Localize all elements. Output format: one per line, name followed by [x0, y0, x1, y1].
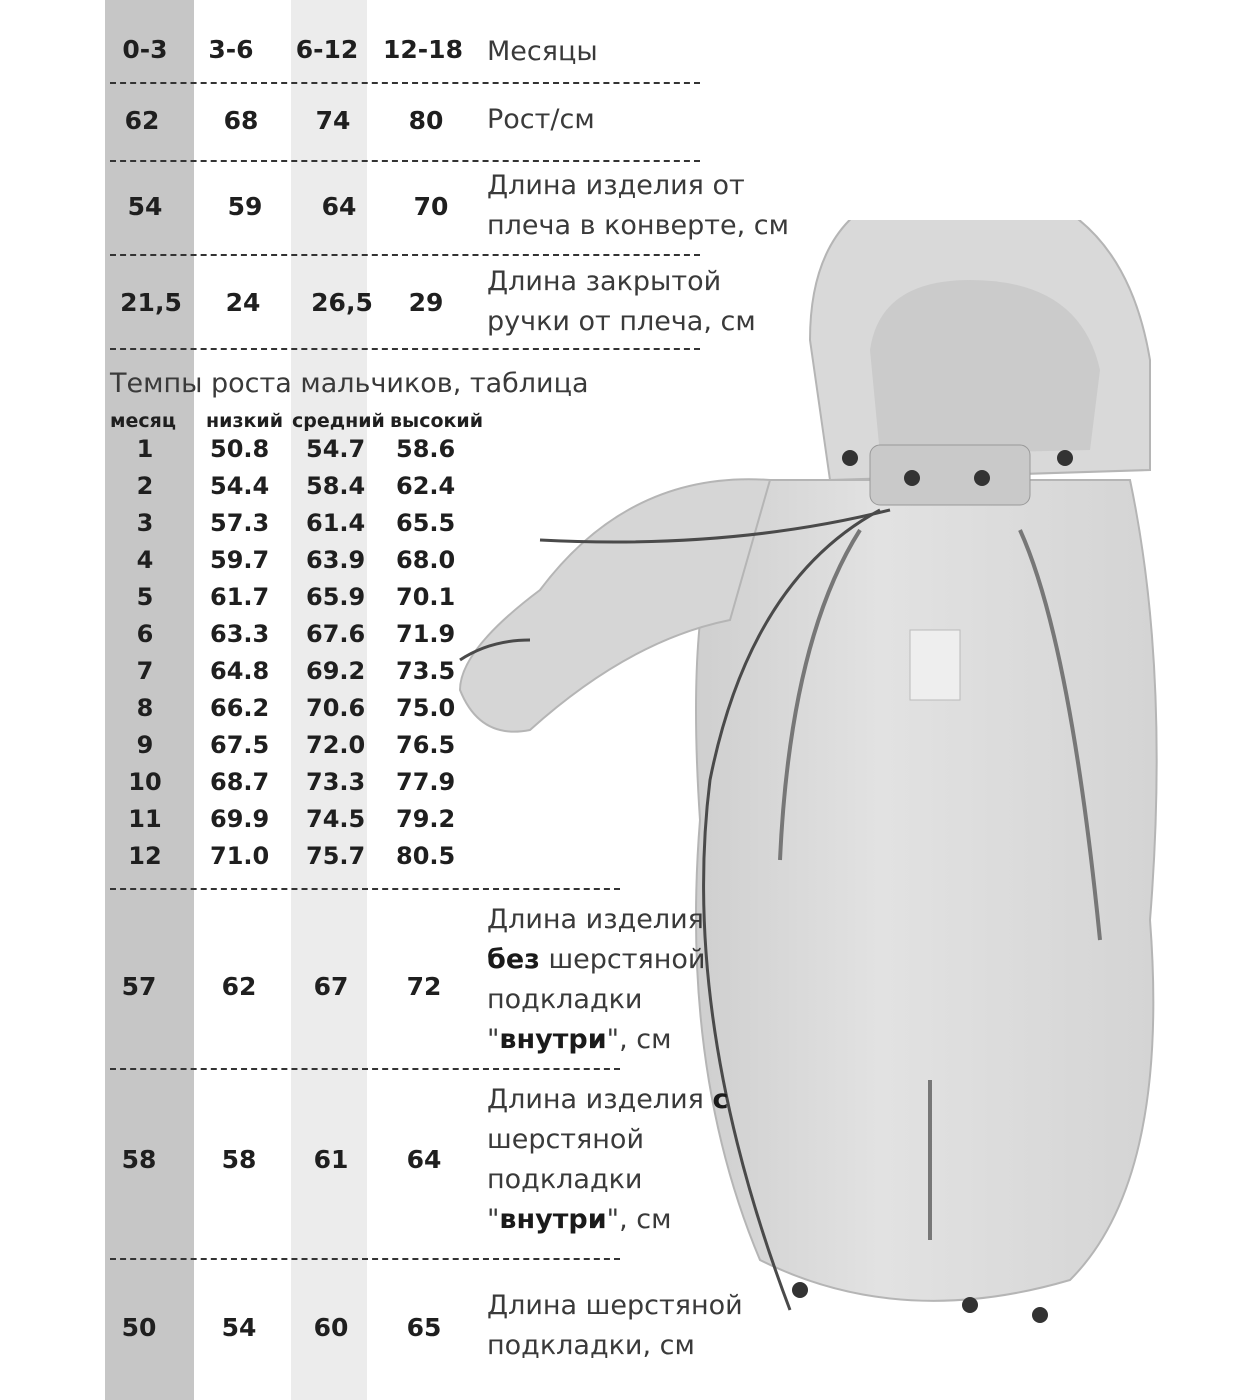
collar [870, 445, 1030, 505]
growth-cell: 68.7 [210, 768, 270, 796]
label-sleeve-1: Длина закрытой [487, 266, 722, 297]
growth-cell: 6 [136, 620, 154, 648]
growth-cell: 72.0 [306, 731, 366, 759]
growth-cell: 74.5 [306, 805, 366, 833]
length-envelope-0-3: 54 [127, 192, 163, 221]
sleeve-3-6: 24 [225, 288, 261, 317]
wool-len-6-12: 60 [313, 1313, 349, 1342]
growth-cell: 64.8 [210, 657, 270, 685]
growth-header-high: высокий [390, 410, 484, 432]
sleeve-12-18: 29 [408, 288, 444, 317]
divider [110, 348, 700, 350]
size-12-18: 12-18 [383, 35, 463, 64]
height-3-6: 68 [223, 106, 259, 135]
growth-cell: 71.9 [396, 620, 456, 648]
growth-cell: 7 [136, 657, 154, 685]
growth-cell: 11 [128, 805, 162, 833]
label-wool-len: Длина шерстяной подкладки, см [487, 1290, 743, 1361]
no-wool-0-3: 57 [121, 972, 157, 1001]
size-3-6: 3-6 [208, 35, 254, 64]
height-0-3: 62 [124, 106, 160, 135]
divider [110, 82, 700, 84]
growth-cell: 76.5 [396, 731, 456, 759]
size-6-12: 6-12 [295, 35, 359, 64]
label-no-wool: Длина изделия без шерстяной подкладки "внутри", см [487, 904, 706, 1055]
label-sleeve-2: ручки от плеча, см [487, 306, 756, 337]
height-12-18: 80 [408, 106, 444, 135]
suit-body [696, 480, 1157, 1301]
growth-cell: 61.4 [306, 509, 366, 537]
growth-cell: 67.6 [306, 620, 366, 648]
growth-cell: 1 [136, 435, 154, 463]
growth-cell: 75.7 [306, 842, 366, 870]
growth-cell: 63.3 [210, 620, 270, 648]
growth-table-title: Темпы роста мальчиков, таблица [110, 368, 589, 399]
growth-cell: 75.0 [396, 694, 456, 722]
divider [110, 1068, 620, 1070]
divider [110, 254, 700, 256]
growth-cell: 54.4 [210, 472, 270, 500]
growth-cell: 77.9 [396, 768, 456, 796]
divider [110, 160, 700, 162]
height-6-12: 74 [315, 106, 351, 135]
length-envelope-3-6: 59 [227, 192, 263, 221]
growth-cell: 57.3 [210, 509, 270, 537]
with-wool-12-18: 64 [406, 1145, 442, 1174]
growth-cell: 65.9 [306, 583, 366, 611]
sleeve-0-3: 21,5 [120, 288, 182, 317]
growth-cell: 69.9 [210, 805, 270, 833]
wool-len-12-18: 65 [406, 1313, 442, 1342]
with-wool-3-6: 58 [221, 1145, 257, 1174]
no-wool-12-18: 72 [406, 972, 442, 1001]
growth-cell: 62.4 [396, 472, 456, 500]
size-0-3: 0-3 [122, 35, 168, 64]
growth-cell: 71.0 [210, 842, 270, 870]
growth-cell: 65.5 [396, 509, 456, 537]
growth-cell: 80.5 [396, 842, 456, 870]
growth-cell: 58.6 [396, 435, 456, 463]
length-envelope-6-12: 64 [321, 192, 357, 221]
divider [110, 1258, 620, 1260]
growth-cell: 4 [136, 546, 154, 574]
label-with-wool: Длина изделия с шерстяной подкладки "внутри", см [487, 1084, 729, 1235]
growth-cell: 73.3 [306, 768, 366, 796]
growth-cell: 68.0 [396, 546, 456, 574]
growth-cell: 59.7 [210, 546, 270, 574]
growth-cell: 2 [136, 472, 154, 500]
growth-header-month: месяц [110, 410, 176, 432]
sleeve-6-12: 26,5 [311, 288, 373, 317]
growth-cell: 66.2 [210, 694, 270, 722]
with-wool-0-3: 58 [121, 1145, 157, 1174]
growth-cell: 9 [136, 731, 154, 759]
growth-cell: 50.8 [210, 435, 270, 463]
growth-cell: 61.7 [210, 583, 270, 611]
growth-cell: 8 [136, 694, 154, 722]
growth-cell: 67.5 [210, 731, 270, 759]
growth-cell: 10 [128, 768, 162, 796]
growth-cell: 73.5 [396, 657, 456, 685]
growth-header-mid: средний [292, 410, 385, 432]
label-length-envelope-2: плеча в конверте, см [487, 210, 789, 241]
growth-cell: 58.4 [306, 472, 366, 500]
length-envelope-12-18: 70 [413, 192, 449, 221]
growth-cell: 63.9 [306, 546, 366, 574]
growth-cell: 54.7 [306, 435, 366, 463]
growth-cell: 5 [136, 583, 154, 611]
no-wool-3-6: 62 [221, 972, 257, 1001]
label-length-envelope-1: Длина изделия от [487, 170, 745, 201]
growth-cell: 3 [136, 509, 154, 537]
label-height: Рост/см [487, 104, 595, 135]
growth-header-low: низкий [206, 410, 284, 432]
growth-cell: 79.2 [396, 805, 456, 833]
growth-cell: 70.6 [306, 694, 366, 722]
growth-cell: 70.1 [396, 583, 456, 611]
growth-cell: 12 [128, 842, 162, 870]
label-months: Месяцы [487, 36, 598, 67]
wool-len-0-3: 50 [121, 1313, 157, 1342]
wool-len-3-6: 54 [221, 1313, 257, 1342]
with-wool-6-12: 61 [313, 1145, 349, 1174]
divider [110, 888, 620, 890]
no-wool-6-12: 67 [313, 972, 349, 1001]
growth-cell: 69.2 [306, 657, 366, 685]
